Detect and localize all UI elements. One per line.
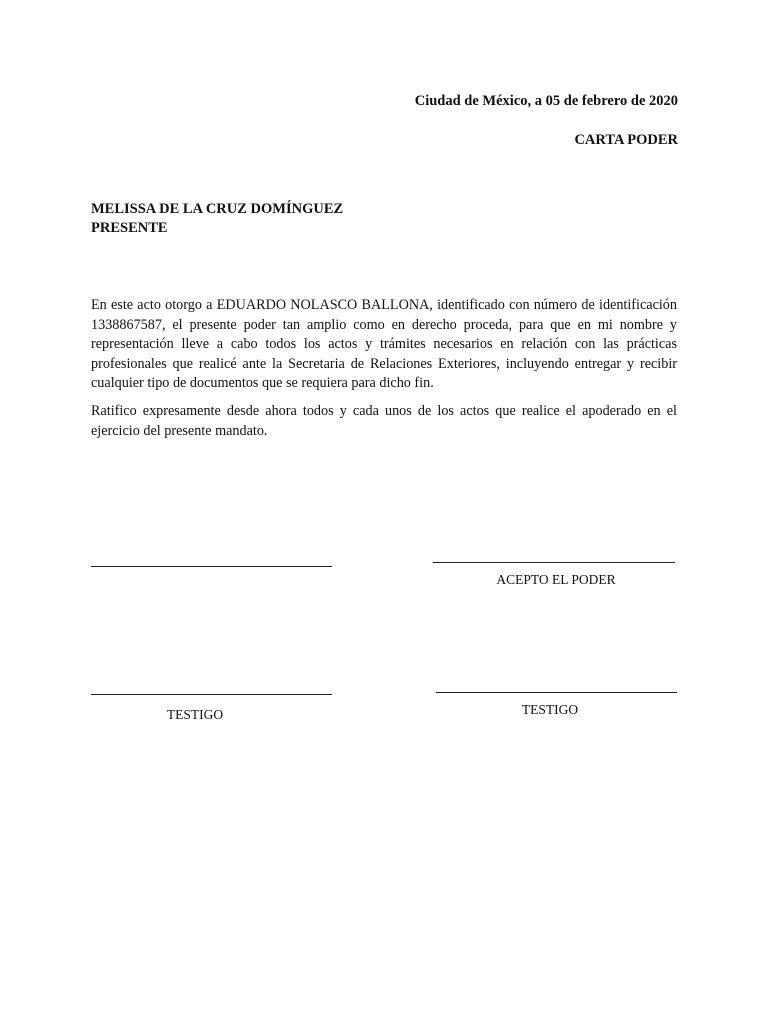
recipient-name: MELISSA DE LA CRUZ DOMÍNGUEZ	[91, 201, 344, 217]
recipient-salutation: PRESENTE	[91, 220, 168, 236]
body-paragraph-grant: En este acto otorgo a EDUARDO NOLASCO BALLONA, identificado con número de identificación 1338867587, el presente poder tan amplio como en derecho proceda, para que en mi nombre y representación lleve a cabo todos los actos y trámites necesarios en relación con las prácticas profesionales que realicé ante la Secretaria de Relaciones Exteriores, incluyendo entregar y recibir cualquier tipo de documentos que se requiera para dicho fin.	[91, 297, 677, 392]
signature-label-witness-right: TESTIGO	[521, 702, 579, 717]
date-line: Ciudad de México, a 05 de febrero de 2020	[414, 93, 678, 109]
body-text	[91, 296, 677, 449]
signature-label-accept: ACEPTO EL PODER	[496, 572, 616, 587]
signature-line-grantor	[91, 566, 332, 567]
signature-line-attorney	[433, 562, 675, 563]
body-paragraph-ratification: Ratifico expresamente desde ahora todos y cada unos de los actos que realice el apoderado en el ejercicio del presente mandato.	[91, 402, 677, 439]
signature-line-witness-left	[91, 694, 332, 695]
document-title: CARTA PODER	[574, 132, 678, 148]
recipient-block	[91, 200, 343, 238]
signature-line-witness-right	[436, 692, 677, 693]
signature-label-witness-left: TESTIGO	[166, 707, 224, 722]
